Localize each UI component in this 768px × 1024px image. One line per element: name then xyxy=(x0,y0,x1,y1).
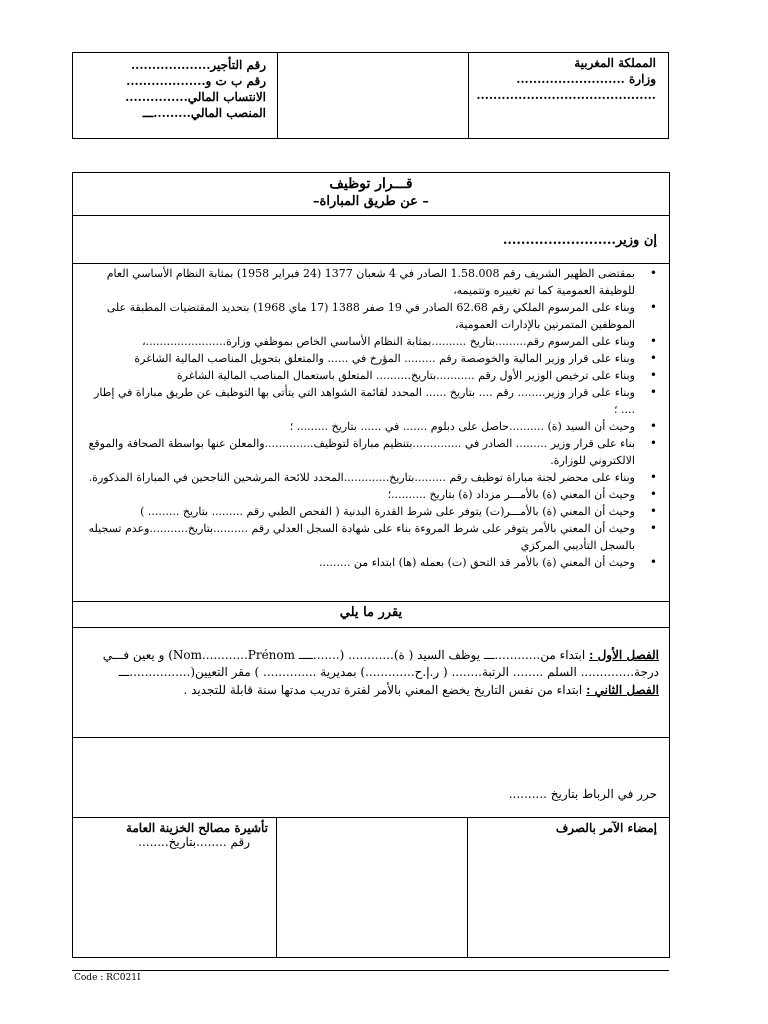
ministry-blank-line: ........................................... xyxy=(476,88,656,102)
consideration-item: • وحيث أن المعني (ة) بالأمـــر مزداد (ة) بتاريخ ..........؛ xyxy=(81,486,639,503)
header-admin-block xyxy=(73,53,278,138)
decision-title: قـــرار توظيف xyxy=(329,176,413,192)
ministry-label: وزارة .......................... xyxy=(516,72,656,86)
decision-subtitle: – عن طريق المباراة– xyxy=(313,194,429,209)
article-2 xyxy=(83,682,659,699)
article-2-text: ابتداء من نفس التاريخ يخضع المعني بالأمر لفترة تدريب مدتها سنة قابلة للتجديد . xyxy=(183,683,587,697)
financial-post-label: المنصب المالي.........ـــ xyxy=(142,106,266,120)
consideration-item: • وبناء على قرار وزير........ رقم .... بتاريخ ...... المحدد لقائمة الشواهد التي يتأتى بها التوظيف عن طريق مباراة في إطار .... ؛ xyxy=(81,384,639,418)
consideration-item: • بناء على قرار وزير ......... الصادر في ..............بتنظيم مباراة لتوظيف..............والمعلن عنها بواسطة الصحافة والموقع الالكتروني للوزارة. xyxy=(81,435,639,469)
decides-heading: يقرر ما يلي xyxy=(339,605,403,620)
kingdom-label: المملكة المغربية xyxy=(574,56,656,70)
minister-line: إن وزير......................... xyxy=(502,233,657,248)
articles-block xyxy=(83,647,659,700)
authorizing-officer-signature: إمضاء الآمر بالصرف xyxy=(555,821,657,835)
financial-affiliation-label: الانتساب المالي............... xyxy=(125,90,266,104)
divider xyxy=(73,817,669,818)
header-table xyxy=(72,52,669,139)
payroll-number-label: رقم التأجير................... xyxy=(131,58,266,72)
article-1-label: الفصل الأول : xyxy=(588,648,659,662)
treasury-visa-block xyxy=(73,821,278,849)
consideration-item: • وحيث أن المعني (ة) بالأمر قد التحق (ت) بعمله (ها) ابتداء من ......... xyxy=(81,554,639,571)
considerations-list xyxy=(81,265,661,571)
consideration-item: • وبناء على قرار وزير المالية والخوصصة رقم ......... المؤرخ في ...... والمتعلق بتحويل المناصب المالية الشاغرة xyxy=(81,350,639,367)
consideration-item: • وبناء على محضر لجنة مباراة توظيف رقم .........بتاريخ.............المحدد للائحة المرشحين الناجحين في المباراة المذكورة. xyxy=(81,469,639,486)
treasury-visa-title: تأشيرة مصالح الخزينة العامة xyxy=(125,821,268,835)
decision-title-block xyxy=(73,173,669,215)
consideration-item: • وبناء على المرسوم رقم.........بتاريخ ..........بمثابة النظام الأساسي الخاص بموظفي وزارة.......................، xyxy=(81,333,639,350)
divider xyxy=(73,737,669,738)
footer-rule xyxy=(72,970,669,971)
consideration-item: • بمقتضى الظهير الشريف رقم 1.58.008 الصادر في 4 شعبان 1377 (24 فبراير 1958) بمثابة النظام الأساسي العام للوظيفة العمومية كما تم تغييره وتتميمه، xyxy=(81,265,639,299)
divider xyxy=(73,263,669,264)
article-1 xyxy=(83,647,659,681)
consideration-item: • وحيث أن المعني (ة) بالأمـــر(ت) يتوفر على شرط القدرة البدنية ( الفحص الطبي رقم ......... بتاريخ ......... ) xyxy=(81,503,639,520)
consideration-item: • وبناء على المرسوم الملكي رقم 62.68 الصادر في 19 صفر 1388 (17 ماي 1968) بتحديد المقتضيات المطبقة على الموظفين المتمرنين بالإدارات العمومية، xyxy=(81,299,639,333)
consideration-item: • وحيث أن السيد (ة) ..........حاصل على دبلوم ....... في ...... بتاريخ ......... ؛ xyxy=(81,418,639,435)
header-kingdom-block xyxy=(468,53,668,138)
article-1-text: ابتداء من............ـــ يوظف السيد ( ة)............ (.......ــــ Nom............Prénom) و يعين فـــي درجة.............. السلم ........ الرتبة........ ( ر.إ.ح.............) بمديرية .............. ) مقر التعيين(................ـــ xyxy=(102,648,659,679)
article-2-label: الفصل الثاني : xyxy=(586,683,659,697)
divider xyxy=(73,627,669,628)
treasury-visa-number: رقم ........بتاريخ........ xyxy=(138,835,250,849)
signature-divider-right xyxy=(467,817,468,957)
decision-table xyxy=(72,172,670,958)
divider xyxy=(73,215,669,216)
consideration-item: • وبناء على ترخيص الوزير الأول رقم ...........بتاريخ.......... المتعلق باستعمال المناصب المالية الشاغرة xyxy=(81,367,639,384)
consideration-item: • وحيث أن المعني بالأمر يتوفر على شرط المروءة بناء على شهادة السجل العدلي رقم ..........بتاريخ...........وعدم تسجيله بالسجل التأديبي المركزي xyxy=(81,520,639,554)
signed-place-date: حرر في الرباط بتاريخ .......... xyxy=(508,787,657,801)
rbtw-number-label: رقم ب ت و................... xyxy=(126,74,266,88)
form-code: Code : RC021I xyxy=(74,973,141,983)
